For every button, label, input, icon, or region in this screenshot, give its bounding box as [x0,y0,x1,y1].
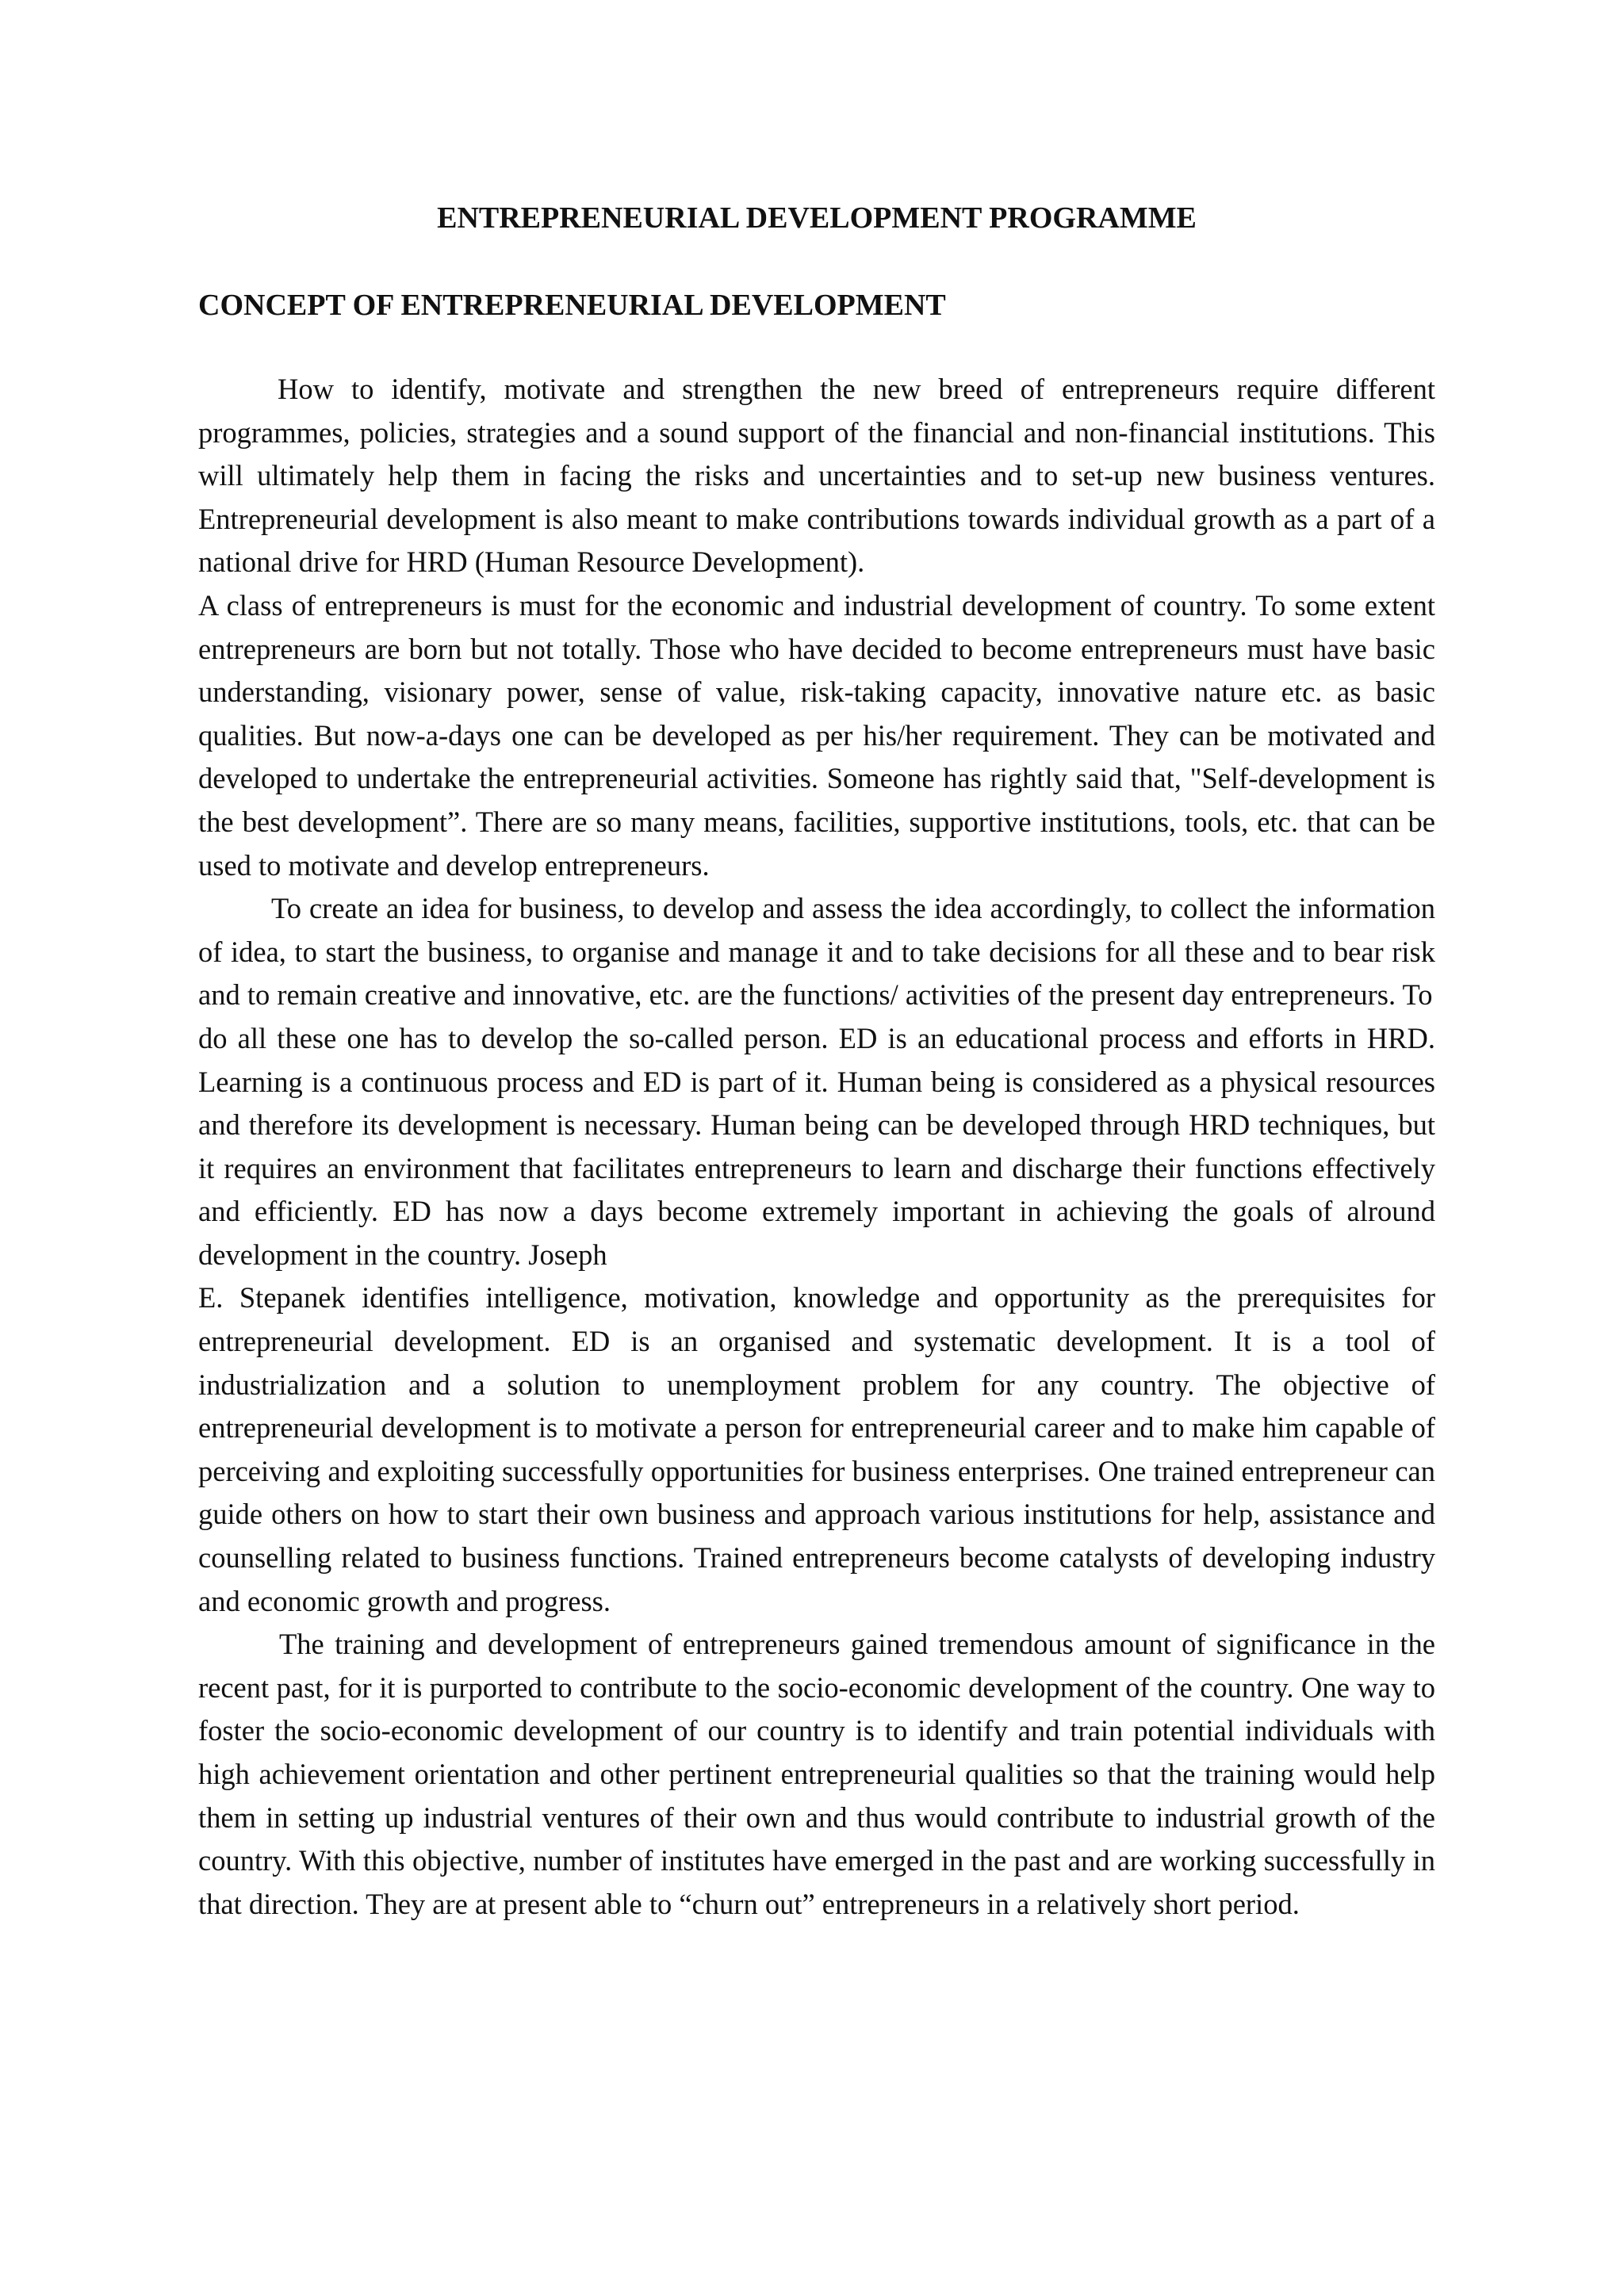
paragraph-3: To create an idea for business, to develop and assess the idea accordingly, to collect the information of idea, to start the business, to organise and manage it and to take decisions for all these and to bear risk and to remain creative and innovative, etc. are the functions/ activities of the present day entrepreneurs. To [198,892,1435,1012]
paragraph-1: How to identify, motivate and strengthen the new breed of entrepreneurs require different programmes, policies, strategies and a sound support of the financial and non-financial institutions. This will ultimately help them in facing the risks and uncertainties and to set-up new business ventures. Entrepreneurial development is also meant to make contributions towards individual growth as a part of a national drive for HRD (Human Resource Development). [198,373,1435,579]
document-body [198,368,1435,1926]
document-title: ENTREPRENEURIAL DEVELOPMENT PROGRAMME [437,201,1197,235]
paragraph-4: do all these one has to develop the so-called person. ED is an educational process and efforts in HRD. Learning is a continuous process and ED is part of it. Human being is considered as a physical resources and therefore its development is necessary. Human being can be developed through HRD techniques, but it requires an environment that facilitates entrepreneurs to learn and discharge their functions effectively and efficiently. ED has now a days become extremely important in achieving the goals of alround development in the country. Joseph [198,1021,1435,1271]
paragraph-6: The training and development of entrepreneurs gained tremendous amount of significance in the recent past, for it is purported to contribute to the socio-economic development of the country. One way to foster the socio-economic development of our country is to identify and train potential individuals with high achievement orientation and other pertinent entrepreneurial qualities so that the training would help them in setting up industrial ventures of their own and thus would contribute to industrial growth of the country. With this objective, number of institutes have emerged in the past and are working successfully in that direction. They are at present able to “churn out” entrepreneurs in a relatively short period. [198,1628,1435,1920]
paragraph-2: A class of entrepreneurs is must for the economic and industrial development of country. To some extent entrepreneurs are born but not totally. Those who have decided to become entrepreneurs must have basic understanding, visionary power, sense of value, risk-taking capacity, innovative nature etc. as basic qualities. But now-a-days one can be developed as per his/her requirement. They can be motivated and developed to undertake the entrepreneurial activities. Someone has rightly said that, "Self-development is the best development”. There are so many means, facilities, supportive institutions, tools, etc. that can be used to motivate and develop entrepreneurs. [198,588,1435,882]
section-heading: CONCEPT OF ENTREPRENEURIAL DEVELOPMENT [198,289,946,322]
paragraph-5: E. Stepanek identifies intelligence, motivation, knowledge and opportunity as the prerequisites for entrepreneurial development. ED is an organised and systematic development. It is a tool of industrialization and a solution to unemployment problem for any country. The objective of entrepreneurial development is to motivate a person for entrepreneurial career and to make him capable of perceiving and exploiting successfully opportunities for business enterprises. One trained entrepreneur can guide others on how to start their own business and approach various institutions for help, assistance and counselling related to business functions. Trained entrepreneurs become catalysts of developing industry and economic growth and progress. [198,1281,1435,1617]
